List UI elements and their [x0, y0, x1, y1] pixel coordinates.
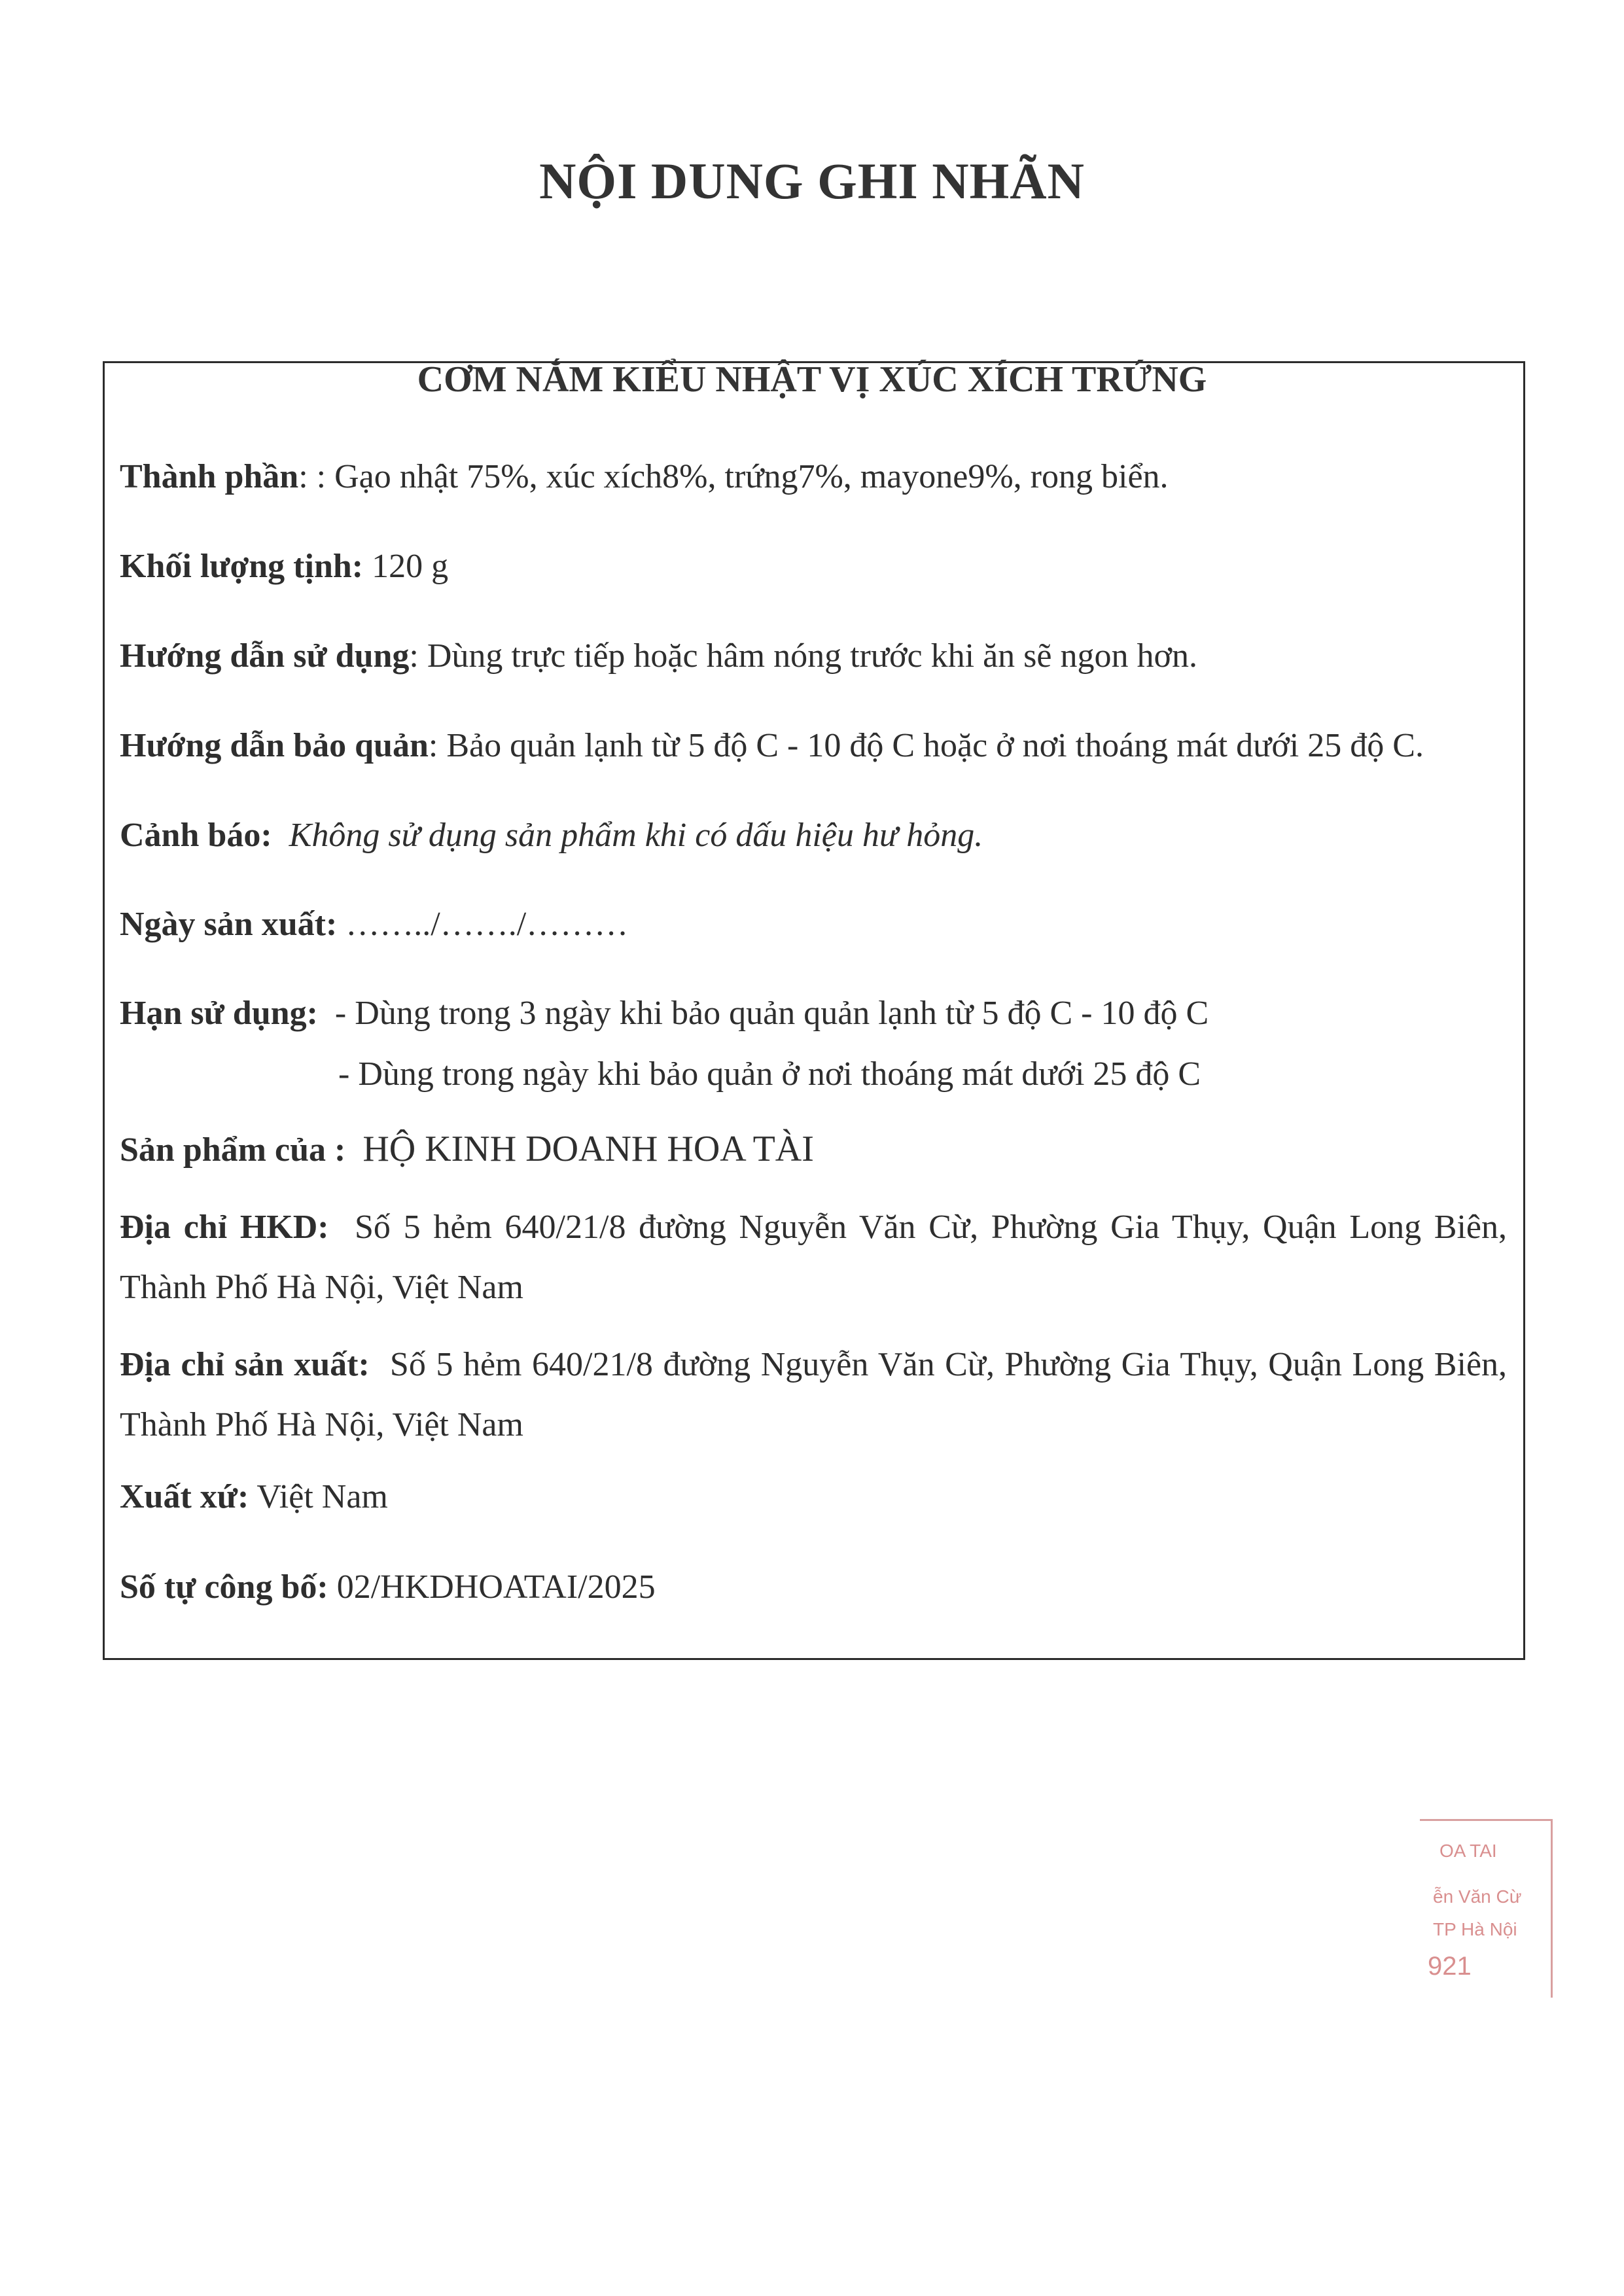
producer-row — [120, 1119, 814, 1180]
net-weight-label: Khối lượng tịnh: — [120, 548, 364, 585]
production-date-value: ……../……./……… — [345, 906, 629, 943]
production-address-row — [120, 1335, 1507, 1455]
storage-label: Hướng dẫn bảo quản — [120, 727, 429, 764]
stamp-line-2: ễn Văn Cừ — [1433, 1886, 1522, 1907]
expiry-row — [120, 983, 1209, 1044]
business-address-row — [120, 1197, 1507, 1318]
product-name: CƠM NẮM KIỂU NHẬT VỊ XÚC XÍCH TRỨNG — [417, 359, 1207, 400]
stamp-line-1: OA TAI — [1439, 1841, 1497, 1861]
declaration-value: 02/HKDHOATAI/2025 — [328, 1568, 656, 1606]
storage-row — [120, 716, 1424, 776]
business-address-label: Địa chỉ HKD: — [120, 1209, 329, 1246]
declaration-label: Số tự công bố: — [120, 1568, 328, 1606]
production-address-value: Số 5 hẻm 640/21/8 đường Nguyễn Văn Cừ, Phường Gia Thụy, Quận Long Biên, Thành Phố Hà Nội, Việt Nam — [120, 1346, 1508, 1443]
origin-label: Xuất xứ: — [120, 1478, 249, 1515]
ingredients-label: Thành phần — [120, 458, 299, 495]
origin-row — [120, 1467, 388, 1527]
ingredients-value: : : Gạo nhật 75%, xúc xích8%, trứng7%, mayone9%, rong biển. — [298, 458, 1169, 495]
production-date-row — [120, 894, 628, 955]
warning-row — [120, 805, 983, 866]
origin-value: Việt Nam — [249, 1478, 388, 1515]
usage-row — [120, 626, 1197, 686]
declaration-row — [120, 1557, 656, 1617]
company-stamp — [1420, 1819, 1553, 1998]
expiry-label: Hạn sử dụng: — [120, 995, 318, 1032]
business-address-value: Số 5 hẻm 640/21/8 đường Nguyễn Văn Cừ, Phường Gia Thụy, Quận Long Biên, Thành Phố Hà Nội, Việt Nam — [120, 1209, 1508, 1306]
ingredients-row — [120, 447, 1169, 507]
warning-label: Cảnh báo: — [120, 817, 272, 854]
expiry-line-2: - Dùng trong ngày khi bảo quản ở nơi thoáng mát dưới 25 độ C — [338, 1055, 1201, 1093]
stamp-line-3: TP Hà Nội — [1433, 1919, 1517, 1939]
net-weight-value: 120 g — [363, 548, 449, 585]
producer-label: Sản phẩm của : — [120, 1131, 346, 1169]
storage-value: : Bảo quản lạnh từ 5 độ C - 10 độ C hoặc ở nơi thoáng mát dưới 25 độ C. — [428, 727, 1424, 764]
net-weight-row — [120, 537, 448, 597]
stamp-line-4: 921 — [1428, 1952, 1472, 1981]
expiry-line-1: - Dùng trong 3 ngày khi bảo quản quản lạnh từ 5 độ C - 10 độ C — [334, 995, 1209, 1032]
expiry-row-2 — [338, 1044, 1201, 1104]
page-title: NỘI DUNG GHI NHÃN — [539, 152, 1085, 209]
production-address-label: Địa chỉ sản xuất: — [120, 1346, 370, 1383]
usage-value: : Dùng trực tiếp hoặc hâm nóng trước khi ăn sẽ ngon hơn. — [409, 637, 1197, 675]
production-date-label: Ngày sản xuất: — [120, 906, 338, 943]
producer-value: HỘ KINH DOANH HOA TÀI — [362, 1129, 814, 1169]
warning-value: Không sử dụng sản phẩm khi có dấu hiệu hư hỏng. — [289, 817, 983, 854]
usage-label: Hướng dẫn sử dụng — [120, 637, 410, 675]
